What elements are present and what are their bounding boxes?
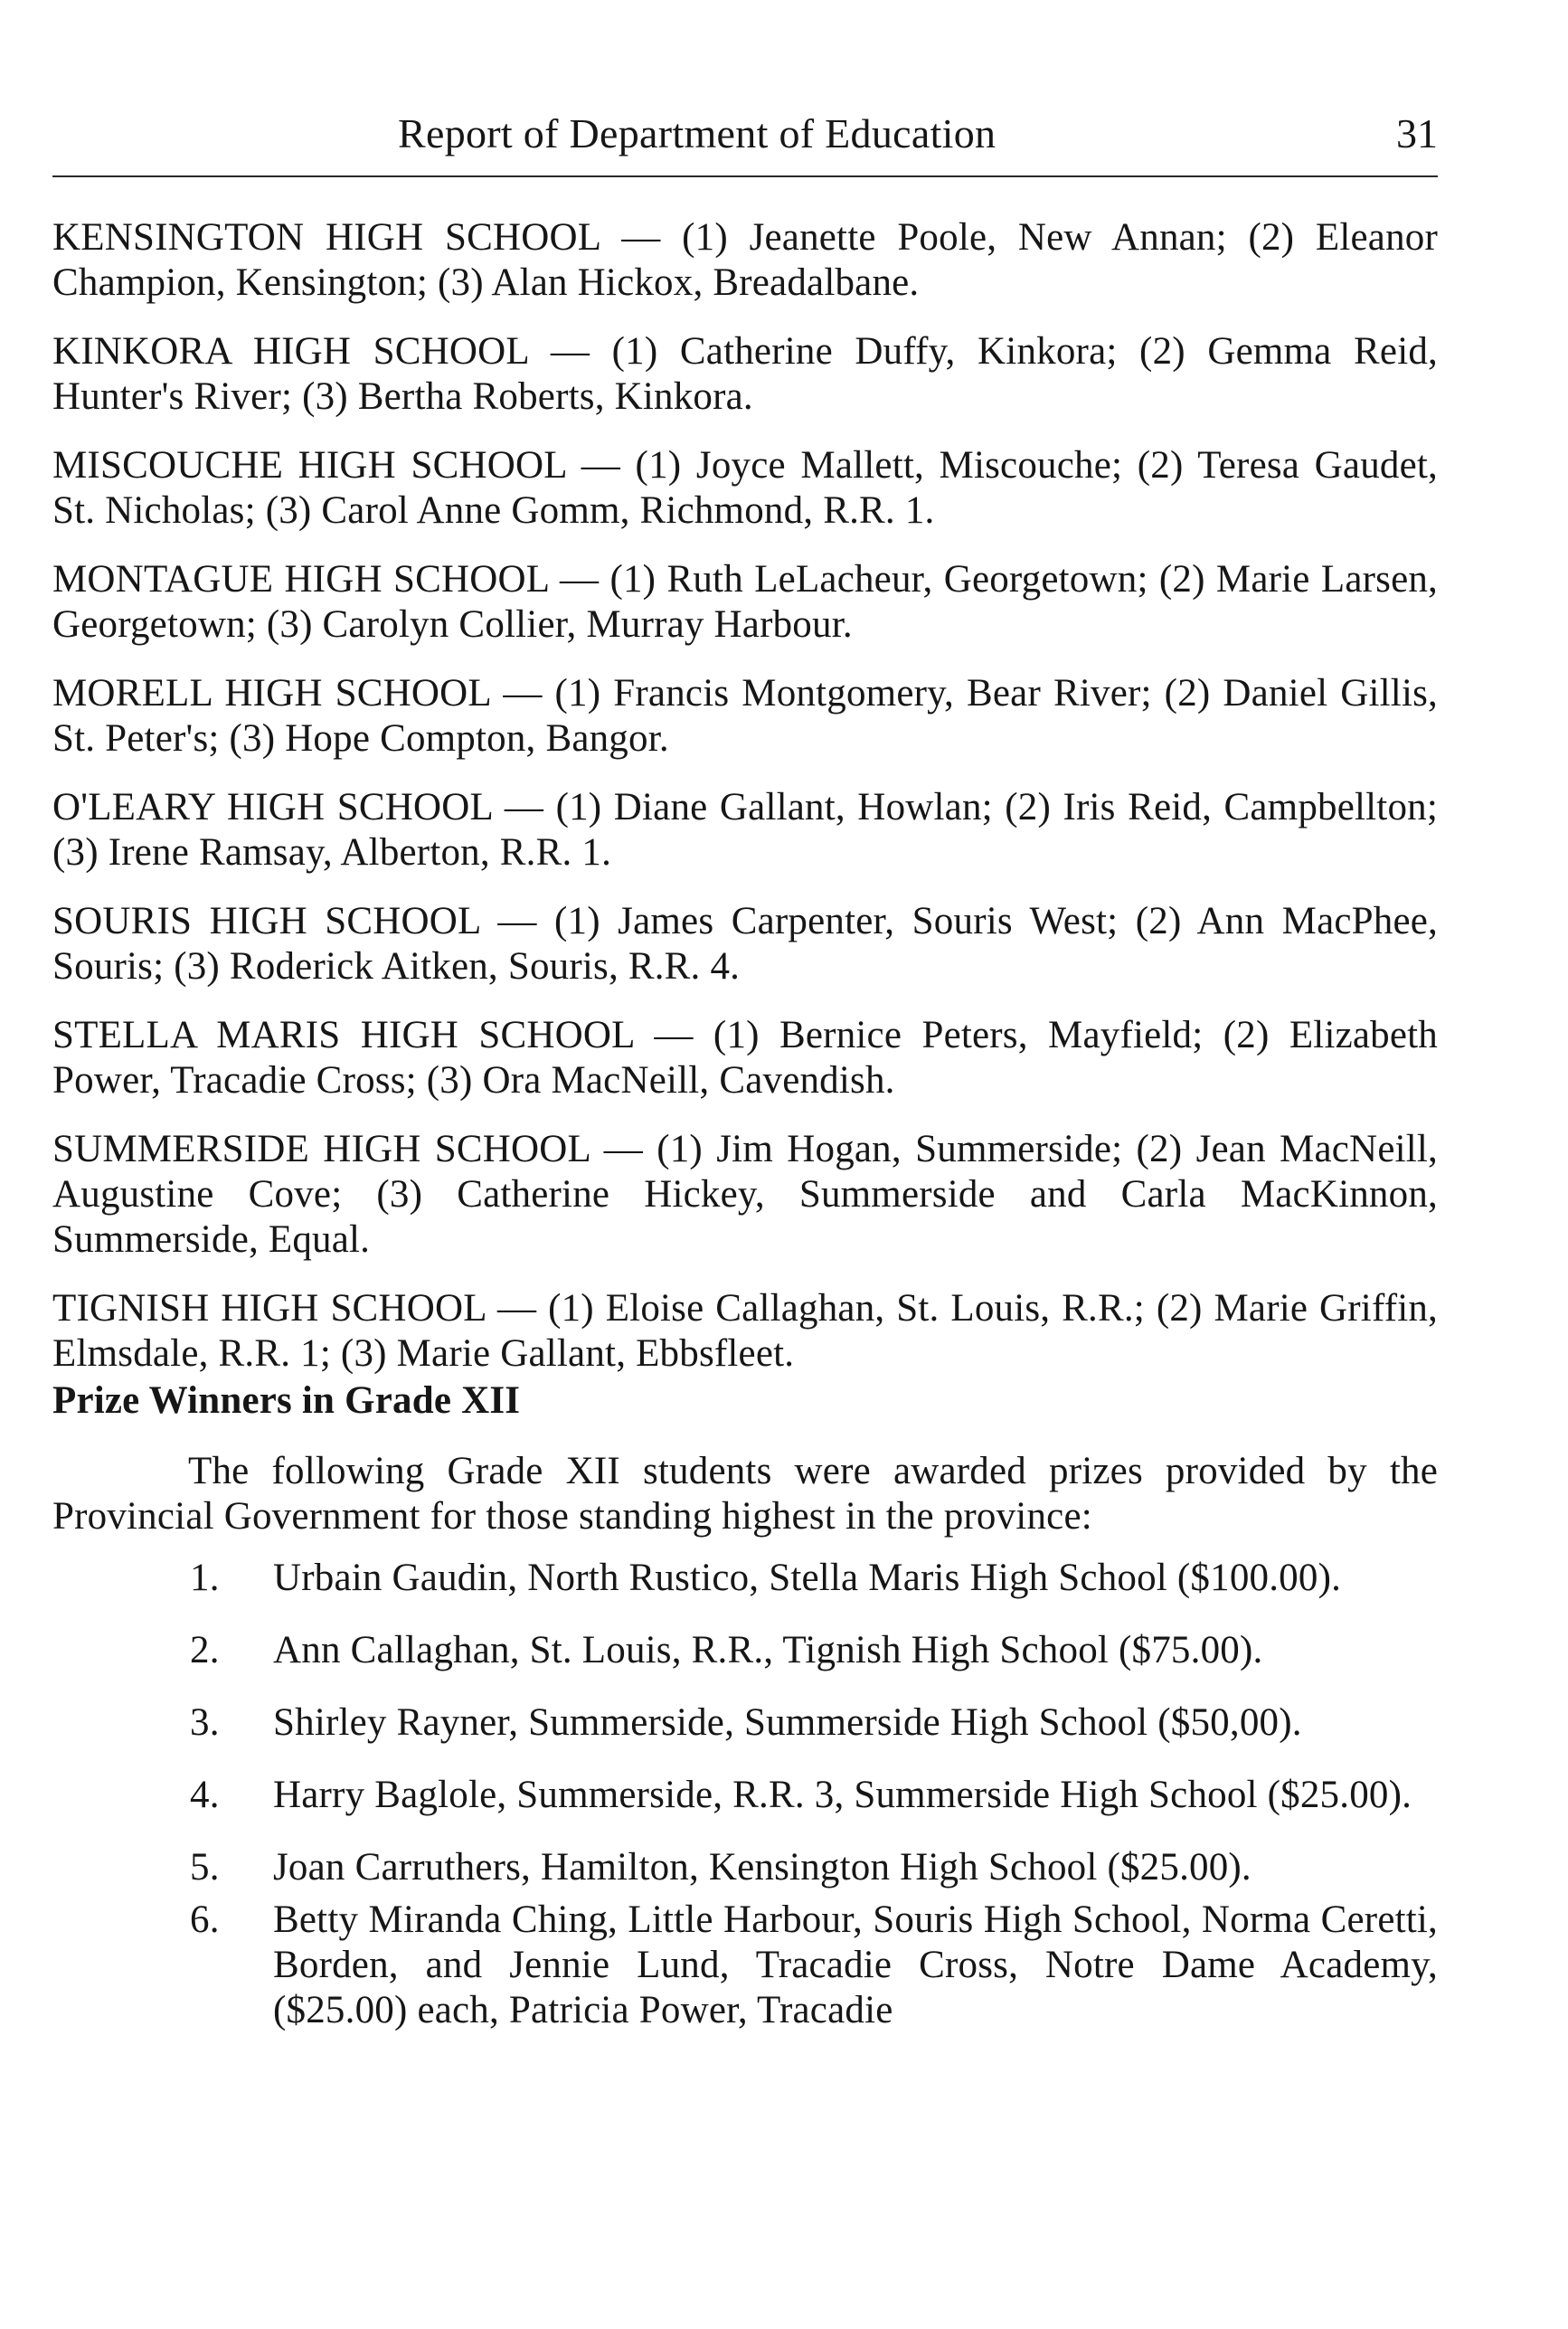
school-name: STELLA MARIS HIGH SCHOOL xyxy=(52,1014,635,1056)
school-name: MORELL HIGH SCHOOL xyxy=(52,672,491,715)
school-name: KINKORA HIGH SCHOOL xyxy=(52,330,529,373)
school-winners: — (1) Francis Montgomery, Bear River; (2) Daniel Gillis, St. Peter's; (3) Hope Compton, Bangor. xyxy=(52,672,1438,760)
list-number: 4. xyxy=(190,1774,220,1816)
school-name: TIGNISH HIGH SCHOOL xyxy=(52,1287,486,1330)
prize-list xyxy=(52,1556,1438,2033)
school-winners: — (1) Catherine Duffy, Kinkora; (2) Gemma Reid, Hunter's River; (3) Bertha Roberts, Kinkora. xyxy=(52,330,1438,418)
list-number: 5. xyxy=(190,1846,220,1889)
list-number: 6. xyxy=(190,1898,220,1941)
school-name: MONTAGUE HIGH SCHOOL xyxy=(52,558,549,601)
running-header xyxy=(52,0,1438,177)
list-number: 1. xyxy=(190,1557,220,1599)
list-item-text: Harry Baglole, Summerside, R.R. 3, Summerside High School ($25.00). xyxy=(273,1774,1412,1816)
school-entry-miscouche xyxy=(52,443,1438,534)
list-item-text: Ann Callaghan, St. Louis, R.R., Tignish High School ($75.00). xyxy=(273,1629,1263,1671)
school-entry-summerside xyxy=(52,1127,1438,1263)
school-entry-tignish xyxy=(52,1286,1438,1377)
section-heading: Prize Winners in Grade XII xyxy=(52,1379,521,1422)
grade-xii-prizes-section xyxy=(52,1377,1438,2033)
school-winners: — (1) Ruth LeLacheur, Georgetown; (2) Marie Larsen, Georgetown; (3) Carolyn Collier, Murray Harbour. xyxy=(52,558,1439,646)
page-number: 31 xyxy=(1396,110,1438,156)
list-item xyxy=(52,1898,1438,2033)
school-winners-list xyxy=(52,177,1438,1377)
school-name: SOURIS HIGH SCHOOL xyxy=(52,900,480,942)
school-winners: — (1) James Carpenter, Souris West; (2) Ann MacPhee, Souris; (3) Roderick Aitken, Souris, R.R. 4. xyxy=(52,900,1438,988)
school-entry-montague xyxy=(52,557,1438,648)
school-winners: — (1) Jeanette Poole, New Annan; (2) Eleanor Champion, Kensington; (3) Alan Hickox, Breadalbane. xyxy=(52,216,1438,304)
school-winners: — (1) Diane Gallant, Howlan; (2) Iris Reid, Campbellton; (3) Irene Ramsay, Alberton, R.R. 1. xyxy=(52,786,1438,874)
school-winners: — (1) Jim Hogan, Summerside; (2) Jean MacNeill, Augustine Cove; (3) Catherine Hickey, Summerside and Carla MacKinnon, Summerside, Equal. xyxy=(52,1128,1438,1261)
school-name: MISCOUCHE HIGH SCHOOL xyxy=(52,444,567,487)
list-item-text: Shirley Rayner, Summerside, Summerside High School ($50,00). xyxy=(273,1701,1302,1744)
school-entry-oleary xyxy=(52,785,1438,876)
list-item-text: Urbain Gaudin, North Rustico, Stella Maris High School ($100.00). xyxy=(273,1557,1342,1599)
school-name: SUMMERSIDE HIGH SCHOOL xyxy=(52,1128,590,1170)
school-entry-stella-maris xyxy=(52,1013,1438,1103)
list-number: 2. xyxy=(190,1629,220,1671)
school-entry-morell xyxy=(52,671,1438,762)
school-winners: — (1) Bernice Peters, Mayfield; (2) Elizabeth Power, Tracadie Cross; (3) Ora MacNeill, Cavendish. xyxy=(52,1014,1438,1102)
list-number: 3. xyxy=(190,1701,220,1744)
list-item xyxy=(52,1556,1438,1601)
running-title: Report of Department of Education xyxy=(398,110,997,156)
school-entry-kensington xyxy=(52,215,1438,306)
school-winners: — (1) Joyce Mallett, Miscouche; (2) Teresa Gaudet, St. Nicholas; (3) Carol Anne Gomm, Richmond, R.R. 1. xyxy=(52,444,1439,532)
school-entry-kinkora xyxy=(52,329,1438,420)
school-entry-souris xyxy=(52,899,1438,989)
prizes-intro-paragraph: The following Grade XII students were awarded prizes provided by the Provincial Government for those standing highest in the province: xyxy=(52,1450,1438,1538)
school-winners: — (1) Eloise Callaghan, St. Louis, R.R.; (2) Marie Griffin, Elmsdale, R.R. 1; (3) Marie Gallant, Ebbsfleet. xyxy=(52,1287,1439,1375)
list-item xyxy=(52,1773,1438,1818)
list-item xyxy=(52,1845,1438,1890)
list-item xyxy=(52,1700,1438,1746)
list-item-text: Betty Miranda Ching, Little Harbour, Souris High School, Norma Ceretti, Borden, and Jennie Lund, Tracadie Cross, Notre Dame Academy, ($25.00) each, Patricia Power, Tracadie xyxy=(273,1898,1438,2031)
school-name: KENSINGTON HIGH SCHOOL xyxy=(52,216,600,259)
list-item xyxy=(52,1628,1438,1673)
document-page xyxy=(52,0,1438,2033)
list-item-text: Joan Carruthers, Hamilton, Kensington High School ($25.00). xyxy=(273,1846,1252,1889)
school-name: O'LEARY HIGH SCHOOL xyxy=(52,786,493,828)
